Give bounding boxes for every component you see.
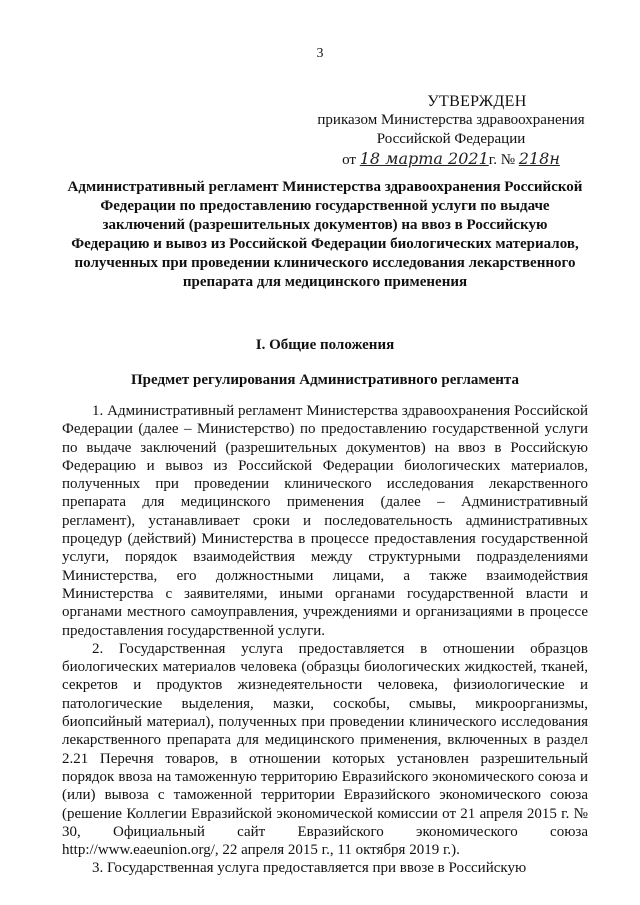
subsection-heading: Предмет регулирования Административного регламента [131,372,519,388]
approval-line-2: Российской Федерации [376,131,526,147]
order-prefix: от [342,152,356,168]
order-year-suffix: г. № [488,152,516,168]
paragraph-2: 2. Государственная услуга предоставляется в отношении образцов биологических материалов человека (образцы биологических жидкостей, тканей, секретов и продуктов жизнедеятельности человека, физиологические и патологические выделения, мазки, соскобы, смывы, микроорганизмы, биопсийный материал), полученных при проведении клинического исследования лекарственного препарата для медицинского применения, включенных в раздел 2.21 Перечня товаров, в отношении которых установлен разрешительный порядок ввоза на таможенную территорию Евразийского экономического союза и (или) вывоза с таможенной территории Евразийского экономического союза (решение Коллегии Евразийской экономической комиссии от 21 апреля 2015 г. № 30, Официальный сайт Евразийского экономического союза http://www.eaeunion.org/, 22 апреля 2015 г., 11 октября 2019 г.). [62,640,588,859]
body-text [62,402,588,878]
approval-stamp [296,92,606,170]
page-number: 3 [316,46,324,61]
order-number-handwritten: 218н [518,149,560,168]
section-heading: I. Общие положения [255,337,395,353]
order-line [296,149,606,170]
document-title: Административный регламент Министерства здравоохранения Российской Федерации по предоставлению государственной услуги по выдаче заключений (разрешительных документов) на ввоз в Российскую Федерацию и вывоз из Российской Федерации биологических материалов, полученных при проведении клинического исследования лекарственного препарата для медицинского применения [67,179,583,290]
paragraph-3: 3. Государственная услуга предоставляется при ввозе в Российскую [92,860,527,877]
approval-line-1: приказом Министерства здравоохранения [317,112,585,128]
paragraph-1: 1. Административный регламент Министерства здравоохранения Российской Федерации (далее – Министерство) по предоставлению государственной услуги по выдаче заключений (разрешительных документов) на ввоз в Российскую Федерацию и вывоз из Российской Федерации биологических материалов, полученных при проведении клинического исследования лекарственного препарата для медицинского применения (далее – Административный регламент), устанавливает сроки и последовательность административных процедур (действий) Министерства в процессе предоставления государственной услуги, порядок взаимодействия между структурными подразделениями Министерства, его должностными лицами, а также взаимодействия Министерства с заявителями, иными органами государственной власти и органами местного самоуправления, учреждениями и организациями в процессе предоставления государственной услуги. [62,403,588,639]
order-date-handwritten: 18 марта 2021 [359,149,489,168]
approval-title: УТВЕРЖДЕН [427,93,527,110]
